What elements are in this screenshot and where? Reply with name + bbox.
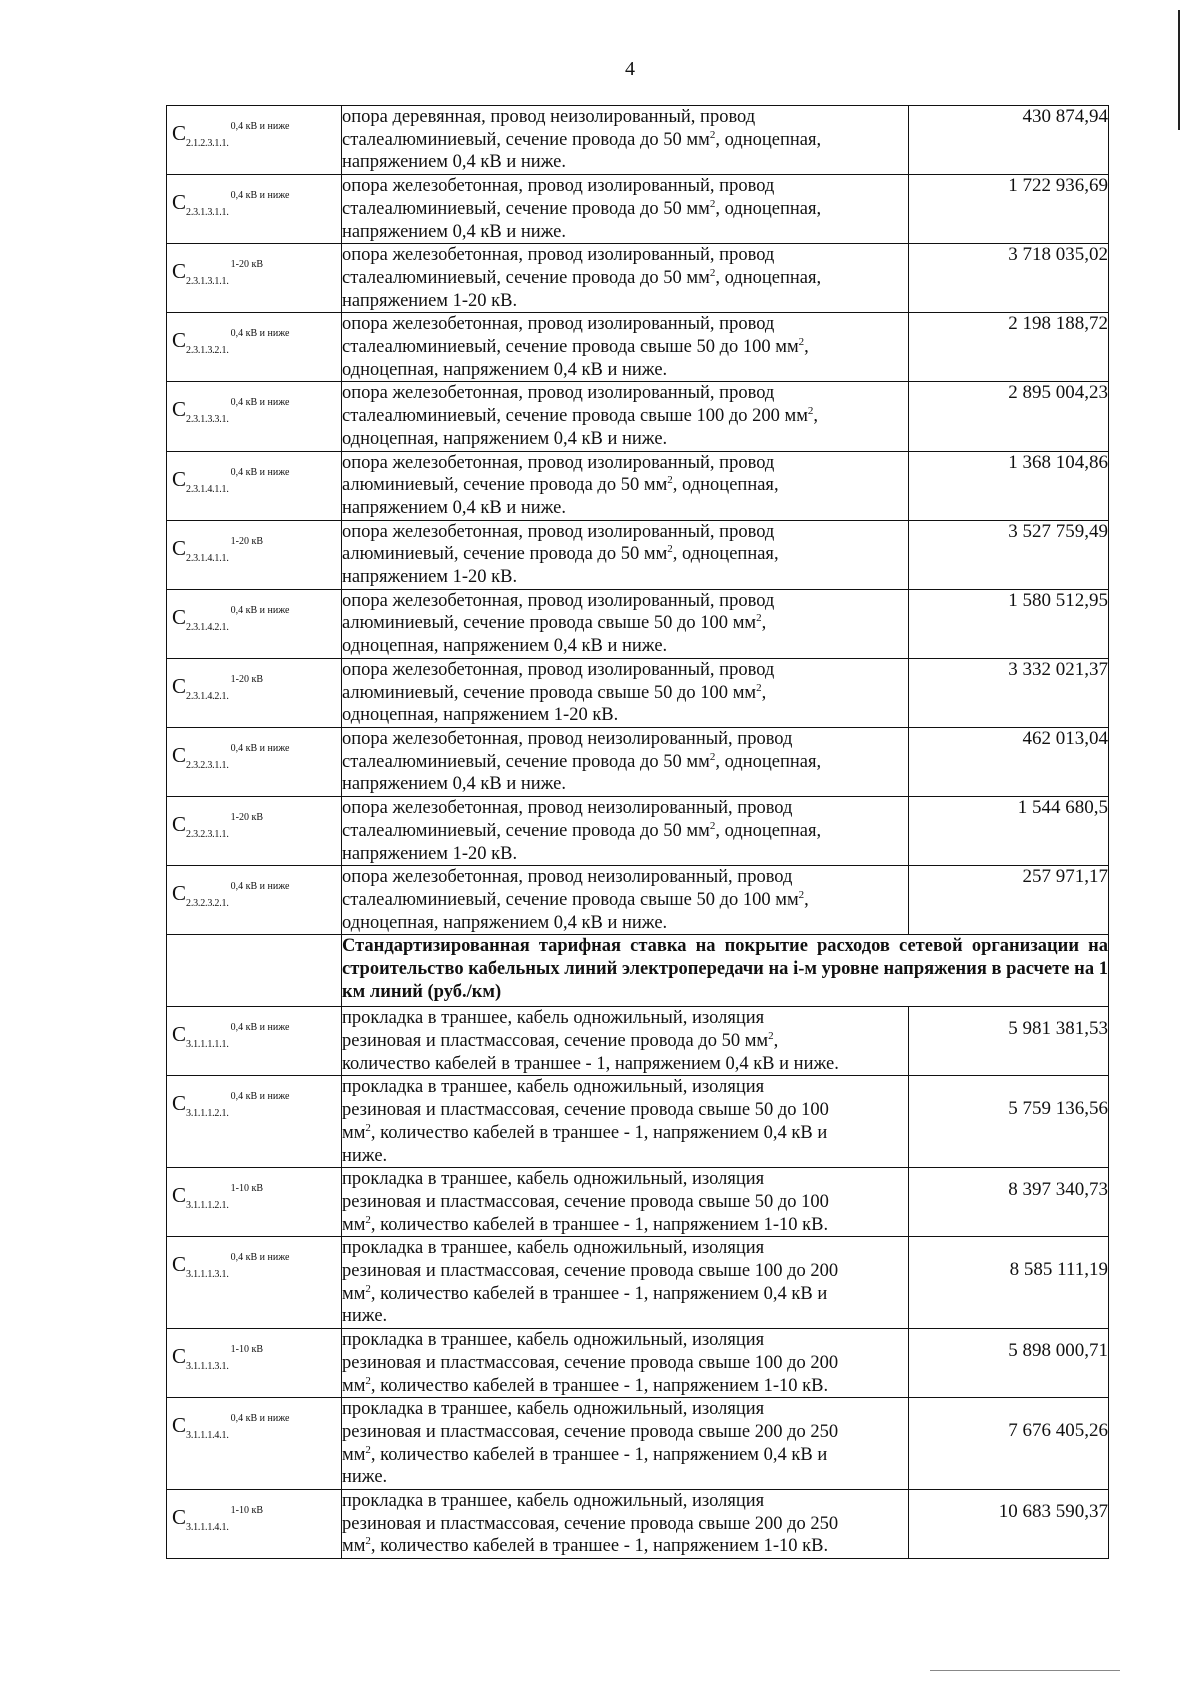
tariff-code-cell [167, 589, 342, 658]
tariff-description [342, 382, 909, 451]
tariff-code-cell [167, 1329, 342, 1398]
tariff-table [166, 105, 1109, 1559]
tariff-code-index: 3.1.1.1.4.1. [186, 1522, 229, 1534]
description-line: опора железобетонная, провод изолированный, провод [342, 383, 775, 404]
description-line-tail: , одноцепная, [715, 198, 822, 219]
description-line: сталеалюминиевый, сечение провода свыше 50 до 100 [342, 889, 776, 910]
description-line-tail: , [804, 889, 809, 910]
tariff-code-cell [167, 382, 342, 451]
table-row [167, 451, 1109, 520]
tariff-code-voltage: 0,4 кВ и ниже [230, 466, 290, 478]
description-line-tail: , [761, 613, 767, 634]
description-line: опора железобетонная, провод изолированный, провод [342, 176, 775, 197]
tariff-value: 7 676 405,26 [909, 1398, 1109, 1490]
tariff-value: 462 013,04 [909, 727, 1109, 796]
description-line-tail: , количество кабелей в траншее - 1, напряжением 0,4 кВ и [370, 1283, 828, 1304]
description-line: опора железобетонная, провод изолированный, провод [342, 659, 775, 680]
tariff-code-letter: С [172, 812, 187, 837]
description-line: одноцепная, напряжением 1-20 кВ. [342, 705, 619, 726]
tariff-code-voltage: 0,4 кВ и ниже [230, 1413, 290, 1425]
tariff-code-letter: С [172, 397, 187, 422]
table-row [167, 244, 1109, 313]
tariff-code [167, 1007, 341, 1050]
table-row [167, 175, 1109, 244]
table-row [167, 1237, 1109, 1329]
unit-exponent: 2 [365, 1213, 371, 1226]
footer-rule [930, 1670, 1120, 1671]
tariff-description [342, 1237, 909, 1329]
description-line-tail: , [804, 337, 809, 358]
tariff-code-letter: С [172, 673, 187, 698]
tariff-description [342, 175, 909, 244]
description-line: прокладка в траншее, кабель одножильный, изоляция [342, 1330, 765, 1351]
tariff-code [167, 797, 341, 840]
unit-exponent: 2 [798, 336, 805, 349]
description-line: напряжением 0,4 кВ и ниже. [342, 497, 567, 518]
tariff-code-letter: С [172, 881, 187, 906]
tariff-code [167, 590, 341, 633]
tariff-code-letter: С [172, 1344, 187, 1369]
unit-exponent: 2 [709, 197, 716, 210]
section-heading: Стандартизированная тарифная ставка на покрытие расходов сетевой организации на строительство кабельных линий электропередачи на i-м уровне напряжения в расчете на 1 км линий (руб./км) [342, 935, 1109, 1007]
description-line: напряжением 0,4 кВ и ниже. [342, 774, 567, 795]
unit-exponent: 2 [709, 750, 716, 763]
table-row [167, 866, 1109, 935]
description-line: одноцепная, напряжением 0,4 кВ и ниже. [342, 636, 668, 657]
unit-exponent: 2 [667, 474, 673, 487]
tariff-value: 5 981 381,53 [909, 1007, 1109, 1076]
tariff-code-cell [167, 244, 342, 313]
description-line-tail: , одноцепная, [715, 129, 822, 150]
tariff-code-index: 2.3.1.4.1.1. [186, 483, 229, 495]
tariff-code-voltage: 0,4 кВ и ниже [230, 1022, 290, 1034]
tariff-code-letter: С [172, 535, 187, 560]
tariff-code [167, 728, 341, 771]
tariff-description [342, 727, 909, 796]
tariff-value: 430 874,94 [909, 106, 1109, 175]
tariff-code-letter: С [172, 328, 187, 353]
tariff-description [342, 313, 909, 382]
tariff-description [342, 1076, 909, 1168]
tariff-description [342, 797, 909, 866]
tariff-code-index: 2.3.2.3.1.1. [186, 829, 229, 841]
unit-mm: мм [686, 198, 710, 219]
description-line: опора деревянная, провод неизолированный, провод [342, 107, 756, 127]
tariff-code-voltage: 1-20 кВ [230, 259, 263, 271]
tariff-code-voltage: 1-20 кВ [230, 535, 263, 547]
tariff-value: 3 332 021,37 [909, 658, 1109, 727]
table-row [167, 520, 1109, 589]
tariff-code-cell [167, 1237, 342, 1329]
tariff-value: 2 198 188,72 [909, 313, 1109, 382]
description-line-tail: , [813, 406, 819, 427]
description-line: прокладка в траншее, кабель одножильный, изоляция [342, 1399, 765, 1420]
tariff-code-index: 2.1.2.3.1.1. [186, 138, 229, 149]
tariff-value: 1 368 104,86 [909, 451, 1109, 520]
description-line: сталеалюминиевый, сечение провода свыше 50 до 100 [342, 337, 776, 358]
tariff-code-cell [167, 1490, 342, 1559]
description-line: резиновая и пластмассовая, сечение провода до 50 [342, 1031, 745, 1052]
description-line: опора железобетонная, провод изолированный, провод [342, 521, 775, 542]
tariff-code [167, 1168, 341, 1211]
description-line: сталеалюминиевый, сечение провода до 50 [342, 267, 687, 288]
tariff-code [167, 313, 341, 356]
description-line-tail: , [761, 682, 767, 703]
tariff-code-letter: С [172, 1183, 187, 1208]
description-line-tail: , одноцепная, [715, 751, 822, 772]
tariff-code-letter: С [172, 1091, 187, 1116]
table-row [167, 1329, 1109, 1398]
description-line: опора железобетонная, провод неизолированный, провод [342, 798, 793, 819]
description-line: сталеалюминиевый, сечение провода до 50 [342, 129, 687, 150]
description-line: резиновая и пластмассовая, сечение провода свыше 100 до 200 [342, 1352, 839, 1373]
tariff-code-voltage: 1-20 кВ [230, 673, 263, 685]
tariff-code-index: 3.1.1.1.3.1. [186, 1269, 229, 1281]
tariff-code-letter: С [172, 121, 187, 145]
description-line: сталеалюминиевый, сечение провода до 50 [342, 198, 687, 219]
description-line: алюминиевый, сечение провода свыше 50 до 100 [342, 682, 733, 703]
unit-exponent: 2 [768, 1030, 774, 1043]
unit-exponent: 2 [756, 681, 762, 694]
table-row [167, 1398, 1109, 1490]
tariff-code-cell [167, 520, 342, 589]
unit-mm: мм [643, 544, 668, 565]
description-line: одноцепная, напряжением 0,4 кВ и ниже. [342, 359, 668, 380]
unit-mm: мм [686, 751, 710, 772]
unit-exponent: 2 [365, 1282, 371, 1295]
tariff-code-letter: С [172, 1413, 187, 1438]
description-line: напряжением 1-20 кВ. [342, 843, 518, 864]
description-line: напряжением 0,4 кВ и ниже. [342, 221, 567, 242]
tariff-value: 8 397 340,73 [909, 1168, 1109, 1237]
unit-mm: мм [686, 129, 710, 150]
tariff-description [342, 866, 909, 935]
table-row [167, 658, 1109, 727]
tariff-value: 3 718 035,02 [909, 244, 1109, 313]
description-line-tail: , одноцепная, [715, 820, 822, 841]
description-line: сталеалюминиевый, сечение провода свыше 100 до 200 [342, 406, 785, 427]
description-line-tail: , количество кабелей в траншее - 1, напряжением 1-10 кВ. [370, 1214, 829, 1235]
overhead-lines-rows [167, 106, 1109, 935]
description-line: резиновая и пластмассовая, сечение провода свыше 50 до 100 [342, 1191, 829, 1212]
description-line: ниже. [342, 1145, 388, 1166]
tariff-description [342, 1398, 909, 1490]
tariff-code [167, 106, 341, 149]
tariff-code [167, 1237, 341, 1280]
tariff-code-index: 3.1.1.1.4.1. [186, 1430, 229, 1442]
tariff-code-letter: С [172, 1252, 187, 1277]
description-line: количество кабелей в траншее - 1, напряжением 0,4 кВ и ниже. [342, 1053, 839, 1074]
tariff-description [342, 244, 909, 313]
description-line: ниже. [342, 1467, 388, 1488]
tariff-code-cell [167, 866, 342, 935]
tariff-code-cell [167, 797, 342, 866]
tariff-code [167, 452, 341, 495]
table-row [167, 727, 1109, 796]
tariff-code-index: 2.3.2.3.1.1. [186, 759, 229, 771]
table-row [167, 1168, 1109, 1237]
description-line: прокладка в траншее, кабель одножильный, изоляция [342, 1077, 765, 1098]
tariff-code-cell [167, 175, 342, 244]
description-line: опора железобетонная, провод неизолированный, провод [342, 867, 793, 888]
description-line: резиновая и пластмассовая, сечение провода свыше 200 до 250 [342, 1421, 839, 1442]
description-line: одноцепная, напряжением 0,4 кВ и ниже. [342, 912, 668, 933]
unit-mm: мм [342, 1283, 366, 1304]
unit-exponent: 2 [709, 128, 716, 141]
description-line: опора железобетонная, провод изолированный, провод [342, 245, 775, 266]
tariff-code [167, 175, 341, 218]
tariff-value: 5 759 136,56 [909, 1076, 1109, 1168]
tariff-code-cell [167, 727, 342, 796]
description-line: алюминиевый, сечение провода до 50 [342, 544, 644, 565]
unit-exponent: 2 [667, 543, 673, 556]
tariff-code-index: 2.3.1.4.1.1. [186, 552, 229, 564]
tariff-value: 1 580 512,95 [909, 589, 1109, 658]
unit-exponent: 2 [365, 1121, 371, 1134]
tariff-code-letter: С [172, 742, 187, 767]
unit-exponent: 2 [709, 819, 716, 832]
unit-mm: мм [643, 475, 668, 496]
tariff-code [167, 1329, 341, 1372]
tariff-code-voltage: 1-20 кВ [230, 812, 263, 824]
tariff-value: 1 544 680,5 [909, 797, 1109, 866]
unit-mm: мм [686, 820, 710, 841]
description-line: опора железобетонная, провод неизолированный, провод [342, 728, 793, 749]
tariff-code-index: 2.3.1.4.2.1. [186, 690, 229, 702]
section-heading-row [167, 935, 1109, 1007]
description-line: прокладка в траншее, кабель одножильный, изоляция [342, 1169, 765, 1190]
tariff-description [342, 106, 909, 175]
tariff-value: 8 585 111,19 [909, 1237, 1109, 1329]
description-line: прокладка в траншее, кабель одножильный, изоляция [342, 1008, 765, 1029]
table-row [167, 106, 1109, 175]
description-line: прокладка в траншее, кабель одножильный, изоляция [342, 1491, 765, 1512]
tariff-code-letter: С [172, 259, 187, 284]
unit-mm: мм [342, 1122, 366, 1143]
description-line: опора железобетонная, провод изолированный, провод [342, 590, 775, 611]
tariff-code-index: 3.1.1.1.2.1. [186, 1200, 229, 1212]
tariff-code-index: 2.3.1.4.2.1. [186, 621, 229, 633]
description-line: опора железобетонная, провод изолированный, провод [342, 314, 775, 335]
description-line-tail: , количество кабелей в траншее - 1, напряжением 1-10 кВ. [370, 1375, 829, 1396]
description-line: напряжением 0,4 кВ и ниже. [342, 152, 567, 173]
description-line-tail: , [773, 1031, 779, 1052]
unit-mm: мм [686, 267, 710, 288]
unit-mm: мм [342, 1536, 366, 1557]
tariff-value: 3 527 759,49 [909, 520, 1109, 589]
unit-mm: мм [342, 1375, 366, 1396]
tariff-value: 2 895 004,23 [909, 382, 1109, 451]
unit-exponent: 2 [756, 612, 762, 625]
tariff-code-cell [167, 1007, 342, 1076]
tariff-code-index: 3.1.1.1.2.1. [186, 1108, 229, 1120]
tariff-code [167, 382, 341, 425]
tariff-description [342, 451, 909, 520]
unit-exponent: 2 [365, 1535, 371, 1548]
tariff-description [342, 589, 909, 658]
table-row [167, 589, 1109, 658]
description-line: напряжением 1-20 кВ. [342, 567, 518, 588]
tariff-code-voltage: 0,4 кВ и ниже [230, 1091, 290, 1103]
tariff-code-voltage: 1-10 кВ [230, 1344, 263, 1356]
tariff-code-cell [167, 313, 342, 382]
tariff-code-cell [167, 1168, 342, 1237]
description-line: резиновая и пластмассовая, сечение провода свыше 50 до 100 [342, 1100, 829, 1121]
description-line-tail: , количество кабелей в траншее - 1, напряжением 1-10 кВ. [370, 1536, 829, 1557]
table-row [167, 1076, 1109, 1168]
tariff-code-cell [167, 106, 342, 175]
tariff-value: 1 722 936,69 [909, 175, 1109, 244]
tariff-code-index: 3.1.1.1.1.1. [186, 1039, 229, 1051]
tariff-code-letter: С [172, 1505, 187, 1530]
tariff-code [167, 521, 341, 564]
unit-mm: мм [784, 406, 808, 427]
tariff-code-letter: С [172, 466, 187, 491]
table-row [167, 797, 1109, 866]
tariff-code-voltage: 0,4 кВ и ниже [230, 397, 290, 409]
tariff-code-index: 3.1.1.1.3.1. [186, 1361, 229, 1373]
unit-mm: мм [775, 337, 799, 358]
tariff-code-cell [167, 1076, 342, 1168]
tariff-code-index: 2.3.1.3.3.1. [186, 414, 229, 426]
tariff-code-voltage: 1-10 кВ [230, 1183, 263, 1195]
tariff-code [167, 659, 341, 702]
tariff-value: 10 683 590,37 [909, 1490, 1109, 1559]
unit-exponent: 2 [365, 1374, 371, 1387]
tariff-code-voltage: 0,4 кВ и ниже [230, 604, 290, 616]
tariff-code [167, 244, 341, 287]
tariff-description [342, 1168, 909, 1237]
description-line: алюминиевый, сечение провода до 50 [342, 475, 644, 496]
tariff-code-cell [167, 1398, 342, 1490]
description-line: резиновая и пластмассовая, сечение провода свыше 100 до 200 [342, 1261, 839, 1282]
tariff-code-letter: С [172, 604, 187, 629]
table-row [167, 313, 1109, 382]
table-row [167, 382, 1109, 451]
description-line: сталеалюминиевый, сечение провода до 50 [342, 751, 687, 772]
table-row [167, 1007, 1109, 1076]
tariff-code-voltage: 0,4 кВ и ниже [230, 121, 290, 132]
tariff-code-voltage: 1-10 кВ [230, 1505, 263, 1517]
tariff-description [342, 1007, 909, 1076]
description-line-tail: , одноцепная, [715, 267, 822, 288]
tariff-code-voltage: 0,4 кВ и ниже [230, 1252, 290, 1264]
table-row [167, 1490, 1109, 1559]
tariff-code-cell [167, 451, 342, 520]
tariff-code [167, 1490, 341, 1533]
unit-mm: мм [775, 889, 799, 910]
tariff-description [342, 1329, 909, 1398]
unit-mm: мм [342, 1214, 366, 1235]
description-line: резиновая и пластмассовая, сечение провода свыше 200 до 250 [342, 1513, 839, 1534]
tariff-code-voltage: 0,4 кВ и ниже [230, 881, 290, 893]
unit-mm: мм [732, 613, 757, 634]
tariff-description [342, 1490, 909, 1559]
page-number: 4 [625, 58, 635, 80]
tariff-code-letter: С [172, 190, 187, 215]
tariff-code-cell [167, 658, 342, 727]
tariff-code-voltage: 0,4 кВ и ниже [230, 328, 290, 340]
section-heading-code-cell [167, 935, 342, 1007]
tariff-code-index: 2.3.1.3.1.1. [186, 276, 229, 288]
tariff-description [342, 520, 909, 589]
tariff-code-index: 2.3.2.3.2.1. [186, 898, 229, 910]
tariff-code [167, 1398, 341, 1441]
unit-exponent: 2 [807, 405, 814, 418]
tariff-code-index: 2.3.1.3.2.1. [186, 345, 229, 357]
description-line: алюминиевый, сечение провода свыше 50 до 100 [342, 613, 733, 634]
unit-mm: мм [732, 682, 757, 703]
description-line: одноцепная, напряжением 0,4 кВ и ниже. [342, 428, 668, 449]
tariff-code-voltage: 0,4 кВ и ниже [230, 742, 290, 754]
description-line-tail: , количество кабелей в траншее - 1, напряжением 0,4 кВ и [370, 1444, 828, 1465]
description-line: сталеалюминиевый, сечение провода до 50 [342, 820, 687, 841]
description-line: напряжением 1-20 кВ. [342, 290, 518, 311]
tariff-code [167, 1076, 341, 1119]
unit-mm: мм [342, 1444, 366, 1465]
cable-lines-rows [167, 1007, 1109, 1559]
unit-exponent: 2 [709, 266, 716, 279]
unit-exponent: 2 [798, 888, 805, 901]
description-line-tail: , одноцепная, [672, 544, 779, 565]
description-line: прокладка в траншее, кабель одножильный, изоляция [342, 1238, 765, 1259]
unit-exponent: 2 [365, 1443, 371, 1456]
unit-mm: мм [744, 1031, 769, 1052]
tariff-value: 5 898 000,71 [909, 1329, 1109, 1398]
tariff-description [342, 658, 909, 727]
tariff-code [167, 866, 341, 909]
description-line: ниже. [342, 1306, 388, 1327]
tariff-code-voltage: 0,4 кВ и ниже [230, 190, 290, 202]
description-line-tail: , количество кабелей в траншее - 1, напряжением 0,4 кВ и [370, 1122, 828, 1143]
tariff-value: 257 971,17 [909, 866, 1109, 935]
description-line: опора железобетонная, провод изолированный, провод [342, 452, 775, 473]
tariff-code-letter: С [172, 1022, 187, 1047]
description-line-tail: , одноцепная, [672, 475, 779, 496]
tariff-code-index: 2.3.1.3.1.1. [186, 207, 229, 219]
